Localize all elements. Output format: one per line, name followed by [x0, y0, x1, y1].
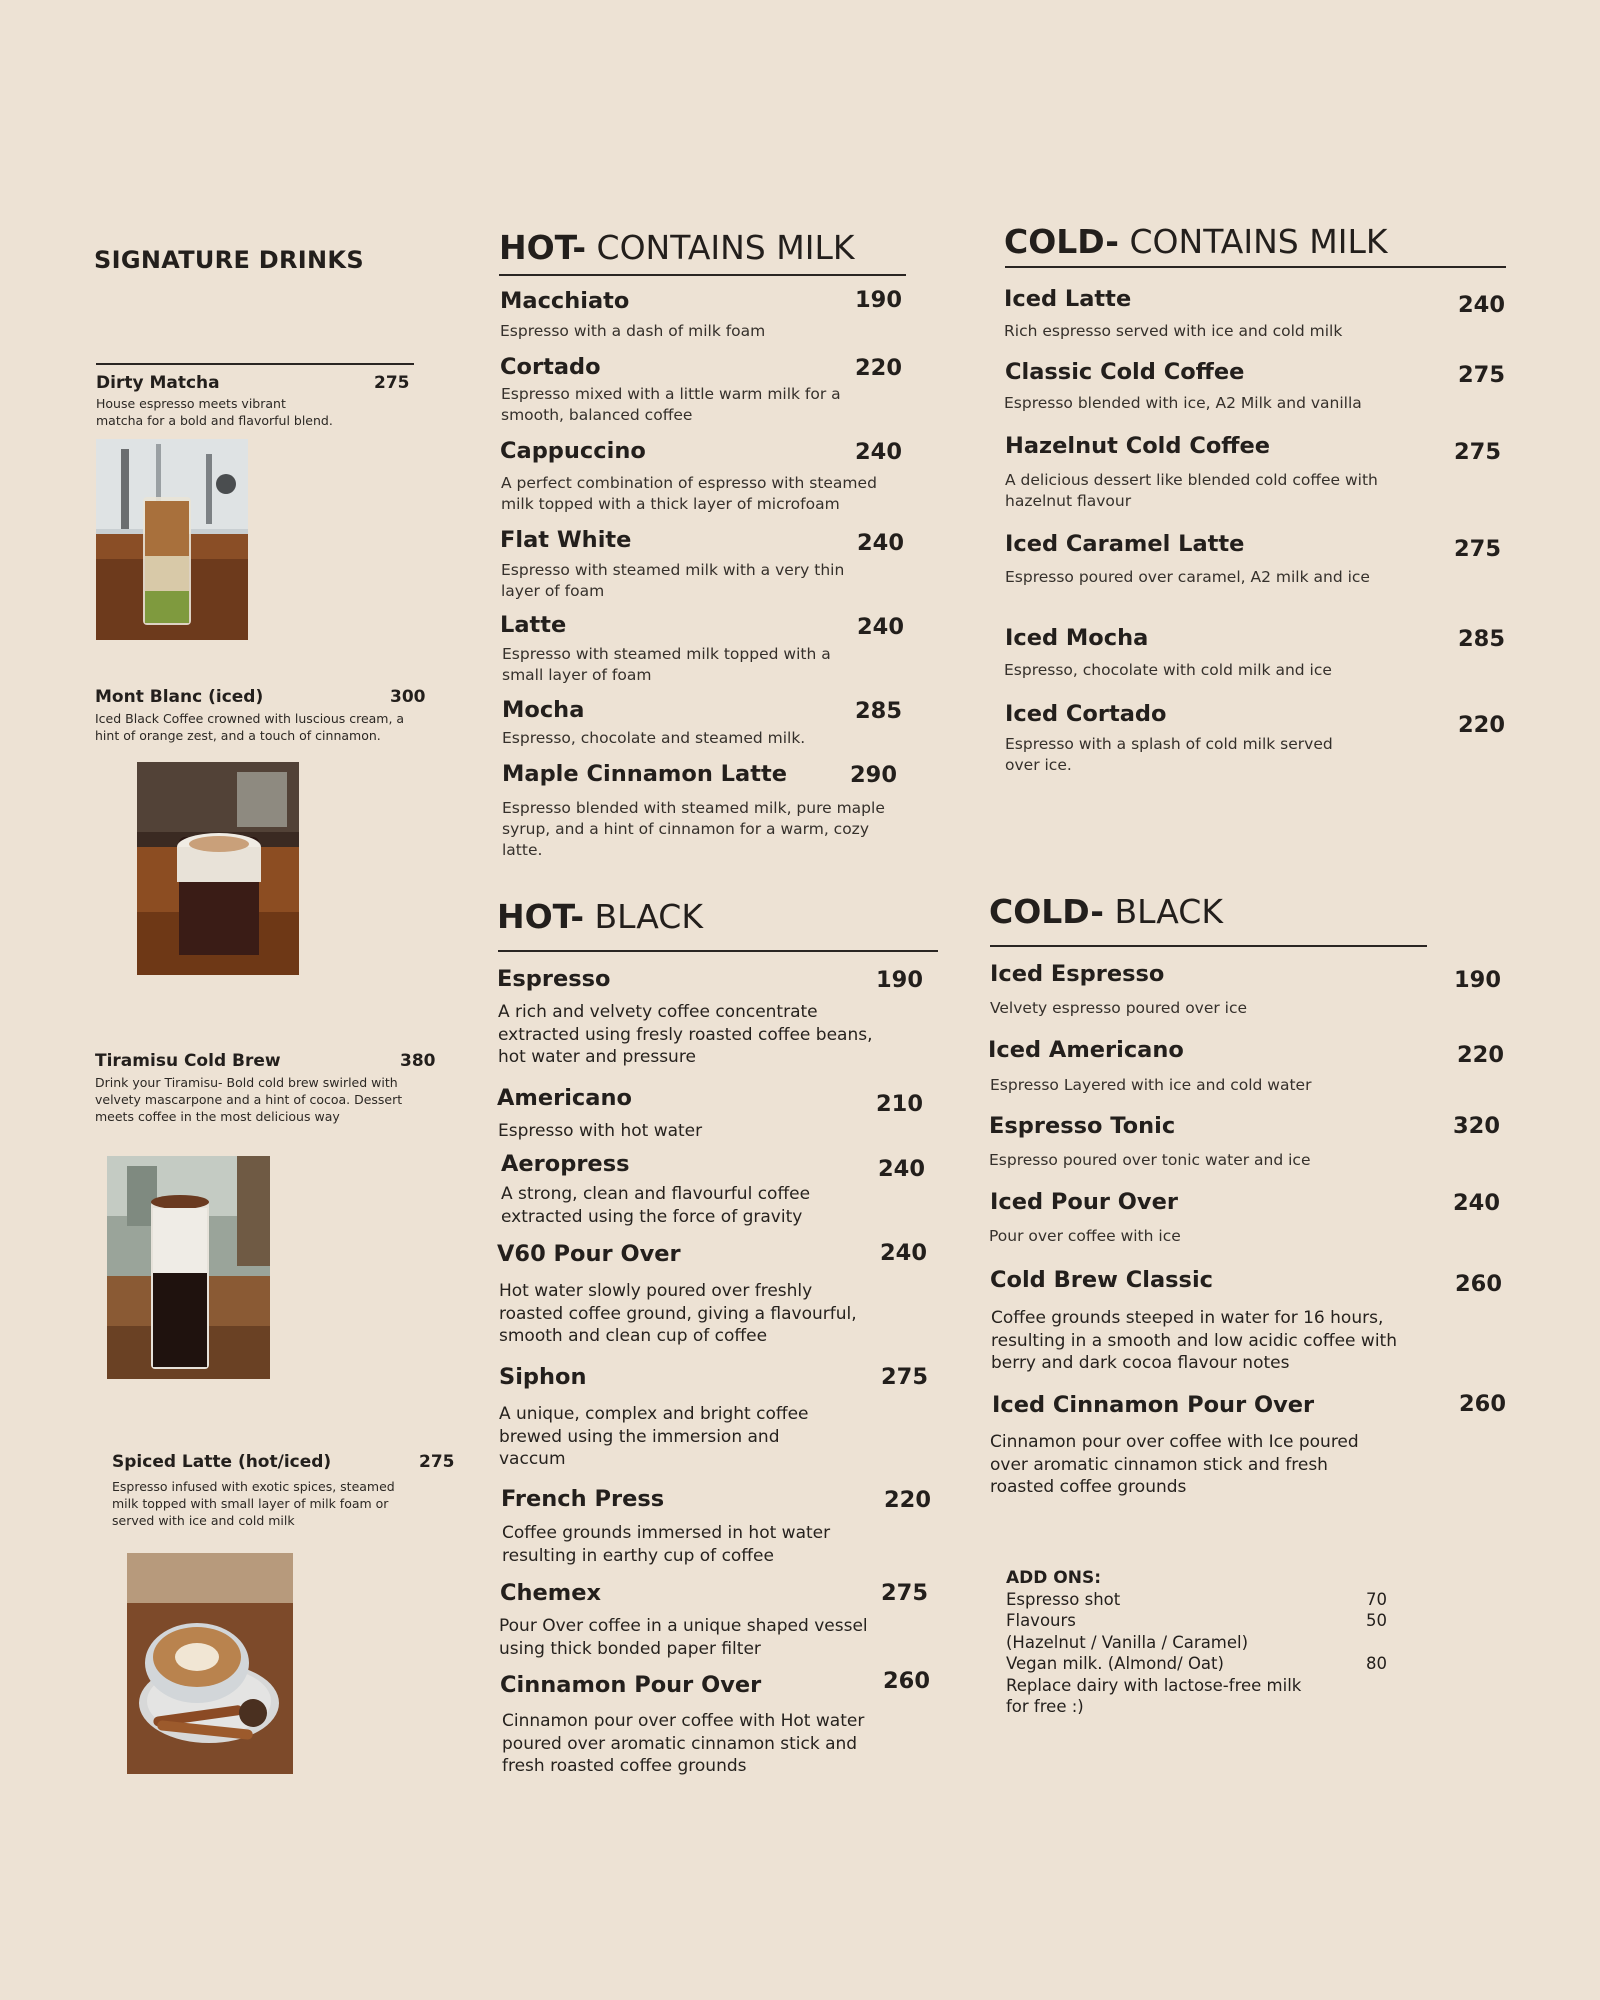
menu-item-name: V60 Pour Over: [497, 1241, 681, 1267]
section-divider: [498, 950, 938, 952]
signature-item-name: Spiced Latte (hot/iced): [112, 1452, 332, 1472]
menu-item-desc: A unique, complex and bright coffee brewed using the immersion and vaccum: [499, 1404, 809, 1469]
menu-item-desc: Pour Over coffee in a unique shaped vessel using thick bonded paper filter: [499, 1616, 868, 1659]
signature-item-price: 275: [374, 373, 410, 393]
menu-item-name: Iced Mocha: [1005, 625, 1149, 651]
menu-item-name: Cinnamon Pour Over: [500, 1672, 762, 1698]
menu-item-name: Cortado: [500, 354, 601, 380]
addon-label: for free :): [1006, 1697, 1084, 1716]
tiramisu-cold-brew-photo: [107, 1156, 270, 1379]
menu-item-desc: Espresso with steamed milk topped with a small layer of foam: [502, 645, 831, 684]
menu-item-price: 275: [1454, 536, 1501, 562]
signature-item-name: Tiramisu Cold Brew: [95, 1051, 281, 1071]
section-title-bold: HOT-: [499, 228, 587, 267]
menu-item-price: 190: [876, 967, 923, 993]
section-title-bold: HOT-: [497, 897, 585, 936]
menu-item-desc: Espresso with a splash of cold milk served over ice.: [1005, 735, 1333, 774]
menu-item-price: 240: [880, 1240, 927, 1266]
menu-item-desc: Espresso poured over caramel, A2 milk and ice: [1005, 568, 1370, 586]
addon-price: 80: [1366, 1654, 1387, 1673]
section-divider: [499, 274, 906, 276]
menu-item-name: Flat White: [500, 527, 632, 553]
menu-item-price: 240: [857, 614, 904, 640]
menu-item-price: 220: [1458, 712, 1505, 738]
section-title-cold-milk: [1004, 222, 1387, 261]
signature-item-desc: House espresso meets vibrant matcha for a bold and flavorful blend.: [96, 396, 333, 428]
menu-item-price: 260: [883, 1668, 930, 1694]
mont-blanc-photo: [137, 762, 299, 975]
menu-item-price: 275: [881, 1364, 928, 1390]
menu-item-name: Iced Cortado: [1005, 701, 1167, 727]
menu-item-price: 210: [876, 1091, 923, 1117]
addons-title: ADD ONS:: [1006, 1568, 1102, 1588]
menu-item-name: Cold Brew Classic: [990, 1267, 1213, 1293]
menu-item-name: Cappuccino: [500, 438, 646, 464]
menu-item-desc: Hot water slowly poured over freshly roasted coffee ground, giving a flavourful, smooth and clean cup of coffee: [499, 1281, 857, 1346]
menu-item-name: Latte: [500, 612, 567, 638]
menu-item-desc: A rich and velvety coffee concentrate extracted using fresly roasted coffee beans, hot water and pressure: [498, 1002, 873, 1067]
signature-item-desc: Espresso infused with exotic spices, steamed milk topped with small layer of milk foam or served with ice and cold milk: [112, 1479, 395, 1528]
addon-label: (Hazelnut / Vanilla / Caramel): [1006, 1633, 1249, 1652]
section-title-light: BLACK: [1104, 892, 1223, 931]
menu-item-price: 240: [855, 439, 902, 465]
menu-item-desc: Velvety espresso poured over ice: [990, 999, 1248, 1017]
menu-item-name: Mocha: [502, 697, 585, 723]
menu-item-desc: Cinnamon pour over coffee with Ice poured over aromatic cinnamon stick and fresh roasted coffee grounds: [990, 1432, 1359, 1497]
menu-item-price: 190: [855, 287, 902, 313]
menu-item-price: 240: [1453, 1190, 1500, 1216]
menu-item-price: 190: [1454, 967, 1501, 993]
signature-item-name: Dirty Matcha: [96, 373, 220, 393]
section-title-light: CONTAINS MILK: [586, 228, 855, 267]
menu-item-price: 275: [881, 1580, 928, 1606]
menu-item-price: 240: [857, 530, 904, 556]
menu-item-desc: Cinnamon pour over coffee with Hot water poured over aromatic cinnamon stick and fresh roasted coffee grounds: [502, 1711, 865, 1776]
menu-item-name: Iced Pour Over: [990, 1189, 1178, 1215]
addon-price: 50: [1366, 1611, 1387, 1630]
menu-item-name: Iced Cinnamon Pour Over: [992, 1392, 1315, 1418]
menu-item-desc: A perfect combination of espresso with steamed milk topped with a thick layer of microfoam: [501, 474, 877, 513]
menu-item-price: 240: [878, 1156, 925, 1182]
menu-item-name: Aeropress: [501, 1151, 630, 1177]
menu-item-desc: Pour over coffee with ice: [989, 1227, 1181, 1245]
menu-item-desc: Espresso blended with ice, A2 Milk and vanilla: [1004, 394, 1362, 412]
addon-price: 70: [1366, 1590, 1387, 1609]
menu-item-desc: Espresso, chocolate and steamed milk.: [502, 729, 806, 747]
menu-item-desc: Espresso poured over tonic water and ice: [989, 1151, 1311, 1169]
menu-item-name: Iced Caramel Latte: [1005, 531, 1245, 557]
section-title-light: BLACK: [584, 897, 703, 936]
menu-item-price: 275: [1458, 362, 1505, 388]
menu-item-name: Classic Cold Coffee: [1005, 359, 1245, 385]
signature-title: SIGNATURE DRINKS: [94, 246, 364, 274]
menu-item-desc: Coffee grounds immersed in hot water resulting in earthy cup of coffee: [502, 1523, 831, 1566]
section-title-bold: COLD-: [1004, 222, 1120, 261]
menu-item-desc: Espresso with hot water: [498, 1121, 703, 1141]
dirty-matcha-photo: [96, 439, 248, 640]
signature-item-price: 275: [419, 1452, 455, 1472]
section-title-hot-black: [497, 897, 703, 936]
signature-item-name: Mont Blanc (iced): [95, 687, 264, 707]
spiced-latte-photo: [127, 1553, 293, 1774]
menu-item-name: French Press: [501, 1486, 665, 1512]
addon-label: Flavours: [1006, 1611, 1076, 1630]
menu-item-price: 220: [884, 1487, 931, 1513]
menu-item-name: Chemex: [500, 1580, 602, 1606]
section-title-light: CONTAINS MILK: [1119, 222, 1388, 261]
menu-item-price: 290: [850, 762, 897, 788]
menu-item-price: 285: [1458, 626, 1505, 652]
menu-item-desc: A delicious dessert like blended cold coffee with hazelnut flavour: [1005, 471, 1378, 510]
addon-label: Espresso shot: [1006, 1590, 1121, 1609]
menu-item-name: Maple Cinnamon Latte: [502, 761, 787, 787]
menu-item-desc: Rich espresso served with ice and cold milk: [1004, 322, 1343, 340]
menu-item-price: 220: [1457, 1042, 1504, 1068]
signature-item-price: 380: [400, 1051, 436, 1071]
menu-item-price: 275: [1454, 439, 1501, 465]
menu-item-desc: Espresso with a dash of milk foam: [500, 322, 766, 340]
menu-item-name: Iced Americano: [988, 1037, 1184, 1063]
menu-item-desc: Coffee grounds steeped in water for 16 hours, resulting in a smooth and low acidic coffee with berry and dark cocoa flavour notes: [991, 1308, 1397, 1373]
addon-label: Replace dairy with lactose-free milk: [1006, 1676, 1302, 1695]
menu-item-name: Macchiato: [500, 288, 630, 314]
menu-item-desc: Espresso blended with steamed milk, pure maple syrup, and a hint of cinnamon for a warm, cozy latte.: [502, 799, 885, 859]
menu-item-name: Siphon: [499, 1364, 587, 1390]
menu-item-name: Iced Espresso: [990, 961, 1165, 987]
menu-item-desc: Espresso Layered with ice and cold water: [990, 1076, 1312, 1094]
menu-item-price: 320: [1453, 1113, 1500, 1139]
menu-item-price: 260: [1455, 1271, 1502, 1297]
signature-item-price: 300: [390, 687, 426, 707]
menu-item-price: 260: [1459, 1391, 1506, 1417]
section-title-bold: COLD-: [989, 892, 1105, 931]
section-title-hot-milk: [499, 228, 854, 267]
section-title-cold-black: [989, 892, 1223, 931]
signature-item-desc: Iced Black Coffee crowned with luscious cream, a hint of orange zest, and a touch of cinnamon.: [95, 711, 405, 743]
section-divider: [1005, 266, 1506, 268]
menu-item-desc: A strong, clean and flavourful coffee extracted using the force of gravity: [501, 1184, 811, 1227]
section-divider: [990, 945, 1427, 947]
menu-item-desc: Espresso mixed with a little warm milk for a smooth, balanced coffee: [501, 385, 841, 424]
menu-item-name: Americano: [497, 1085, 632, 1111]
menu-item-name: Espresso Tonic: [989, 1113, 1176, 1139]
menu-item-price: 285: [855, 698, 902, 724]
signature-divider: [96, 363, 414, 365]
menu-item-price: 240: [1458, 292, 1505, 318]
menu-item-name: Espresso: [497, 966, 611, 992]
menu-item-name: Iced Latte: [1004, 286, 1132, 312]
menu-item-desc: Espresso, chocolate with cold milk and ice: [1004, 661, 1332, 679]
menu-item-price: 220: [855, 355, 902, 381]
signature-item-desc: Drink your Tiramisu- Bold cold brew swirled with velvety mascarpone and a hint of cocoa. Dessert meets coffee in the most delicious way: [95, 1075, 403, 1124]
menu-item-name: Hazelnut Cold Coffee: [1005, 433, 1271, 459]
addon-label: Vegan milk. (Almond/ Oat): [1006, 1654, 1224, 1673]
menu-item-desc: Espresso with steamed milk with a very thin layer of foam: [501, 561, 845, 600]
